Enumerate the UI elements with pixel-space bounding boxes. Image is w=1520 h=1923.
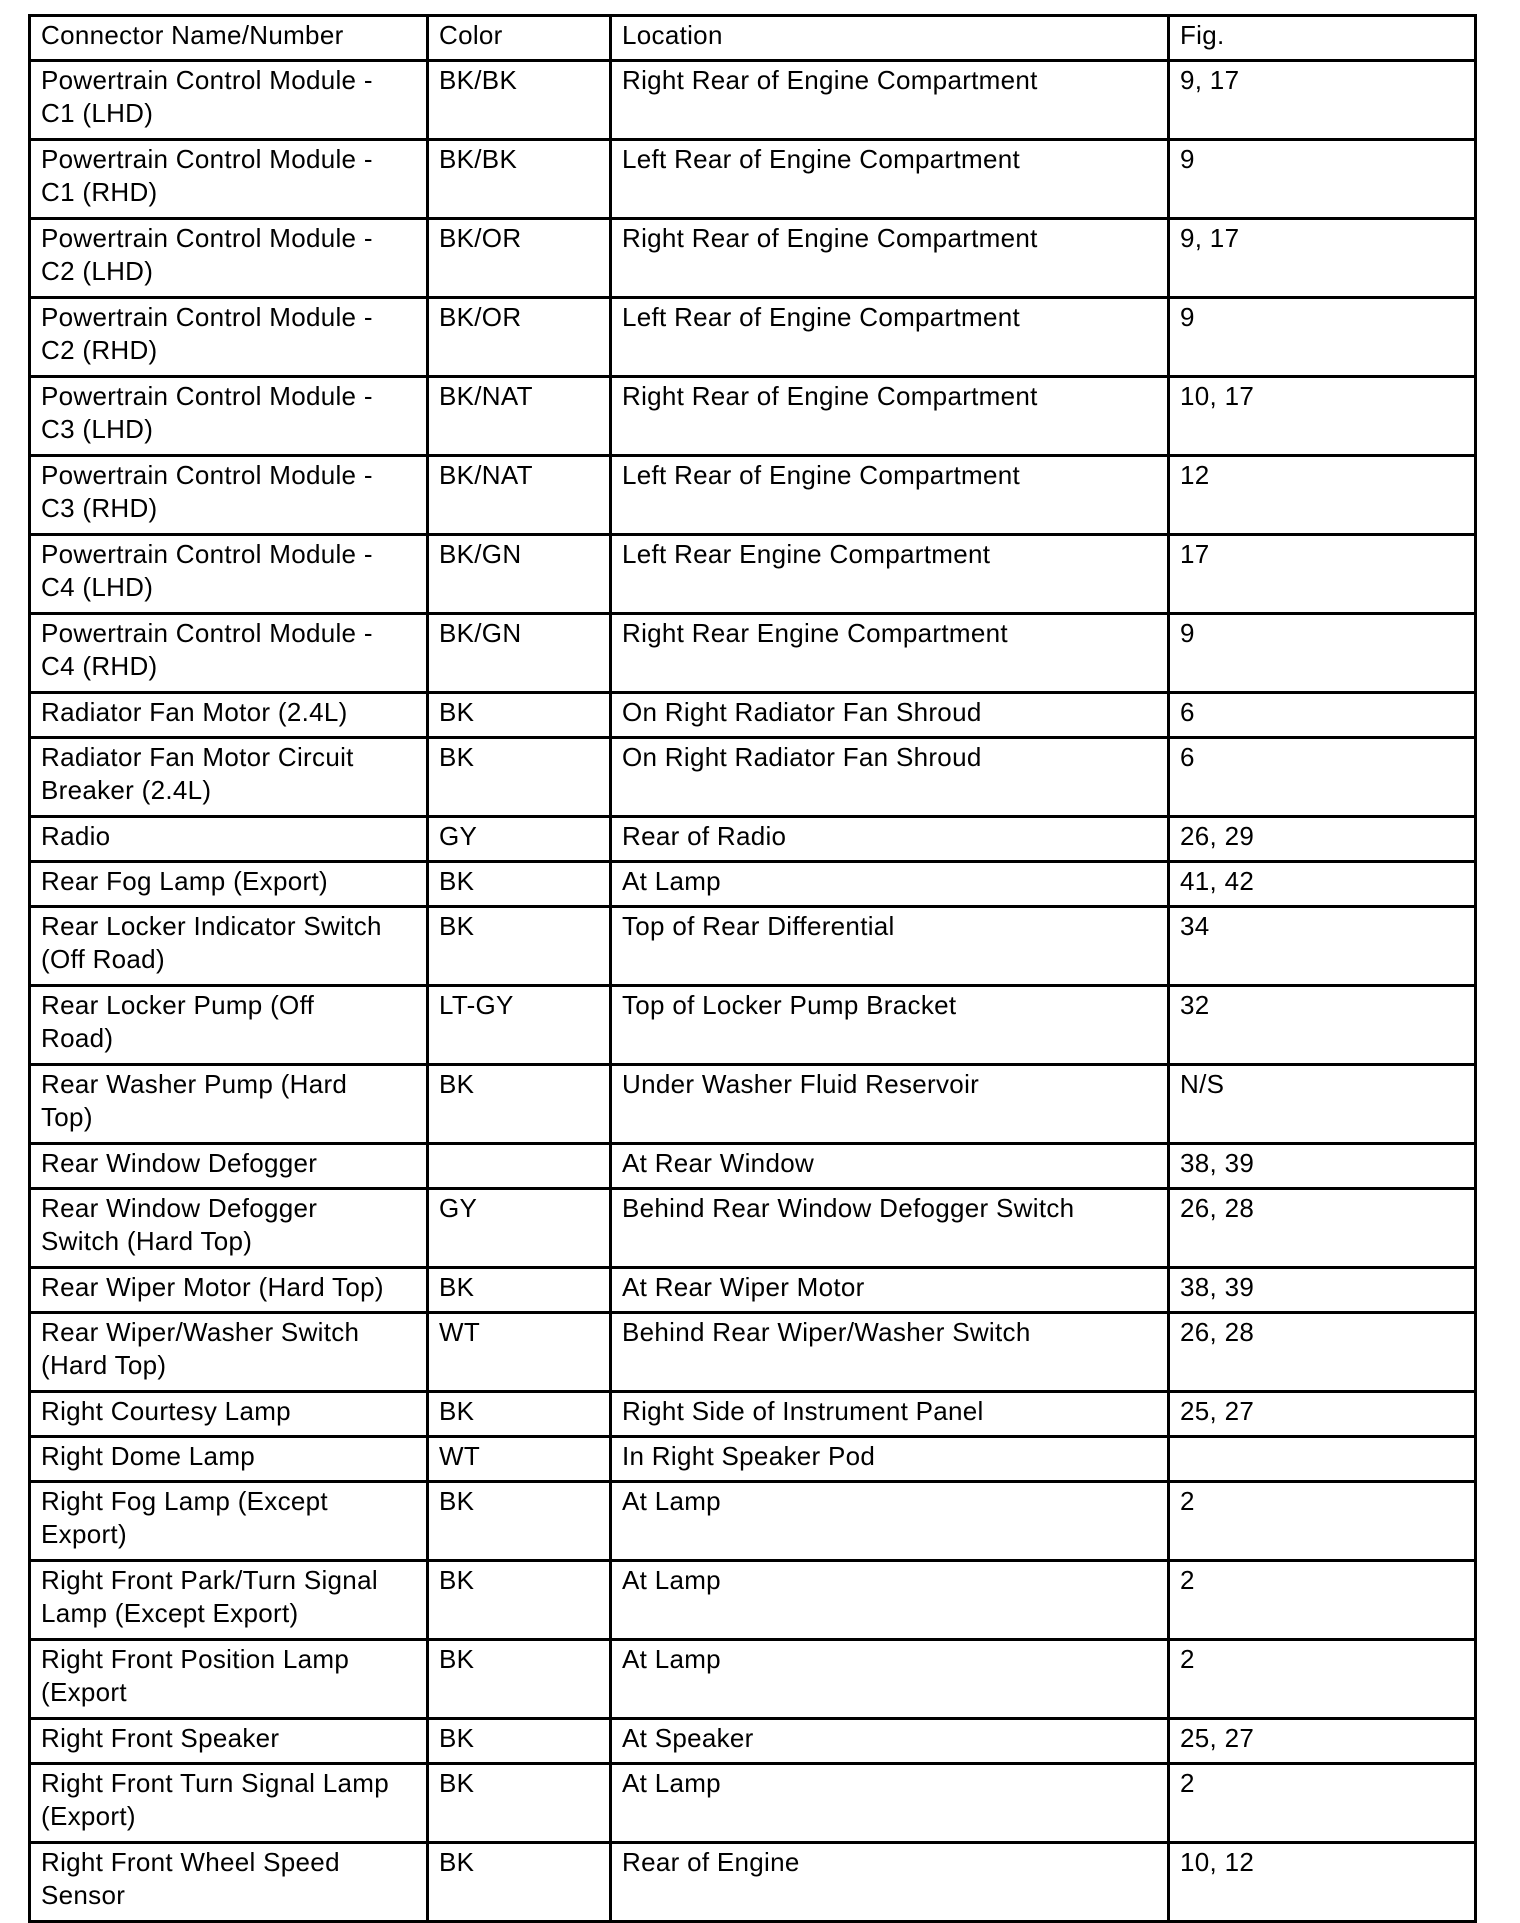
location-cell: Right Rear of Engine Compartment [611, 377, 1169, 456]
fig-cell: 38, 39 [1169, 1144, 1476, 1189]
fig-cell: 38, 39 [1169, 1268, 1476, 1313]
connector-name-cell: Rear Fog Lamp (Export) [30, 862, 428, 907]
connector-name-cell: Right Front Position Lamp (Export [30, 1640, 428, 1719]
table-row [30, 1719, 1476, 1764]
connector-name-cell: Radio [30, 817, 428, 862]
fig-cell: 6 [1169, 693, 1476, 738]
color-cell: LT-GY [428, 986, 611, 1065]
location-cell: Right Rear of Engine Compartment [611, 219, 1169, 298]
fig-cell: 26, 28 [1169, 1189, 1476, 1268]
fig-cell: 25, 27 [1169, 1392, 1476, 1437]
fig-cell: 25, 27 [1169, 1719, 1476, 1764]
fig-cell: 2 [1169, 1482, 1476, 1561]
color-cell: BK/NAT [428, 377, 611, 456]
table-header [30, 16, 1476, 61]
connector-name-cell: Rear Wiper/Washer Switch (Hard Top) [30, 1313, 428, 1392]
color-cell: BK [428, 1392, 611, 1437]
fig-cell: 32 [1169, 986, 1476, 1065]
table-row [30, 1437, 1476, 1482]
location-cell: At Speaker [611, 1719, 1169, 1764]
connector-name-cell: Powertrain Control Module - C2 (RHD) [30, 298, 428, 377]
fig-cell: 26, 28 [1169, 1313, 1476, 1392]
location-cell: Behind Rear Wiper/Washer Switch [611, 1313, 1169, 1392]
table-row [30, 1392, 1476, 1437]
color-cell: BK [428, 693, 611, 738]
table-row [30, 1764, 1476, 1843]
table-row [30, 738, 1476, 817]
location-cell: Left Rear Engine Compartment [611, 535, 1169, 614]
color-cell: GY [428, 817, 611, 862]
table-row [30, 986, 1476, 1065]
table-row [30, 1065, 1476, 1144]
color-cell: BK/OR [428, 298, 611, 377]
connector-name-cell: Rear Washer Pump (Hard Top) [30, 1065, 428, 1144]
location-cell: Behind Rear Window Defogger Switch [611, 1189, 1169, 1268]
connector-table-sheet [28, 14, 1474, 1923]
color-cell: WT [428, 1313, 611, 1392]
location-cell: At Rear Wiper Motor [611, 1268, 1169, 1313]
table-row [30, 1843, 1476, 1922]
fig-cell: 26, 29 [1169, 817, 1476, 862]
table-row [30, 1561, 1476, 1640]
table-row [30, 1313, 1476, 1392]
connector-name-cell: Powertrain Control Module - C4 (RHD) [30, 614, 428, 693]
color-cell: BK/BK [428, 61, 611, 140]
connector-name-cell: Right Front Speaker [30, 1719, 428, 1764]
header-color: Color [428, 16, 611, 61]
table-body [30, 61, 1476, 1922]
color-cell: BK [428, 738, 611, 817]
connector-name-cell: Rear Wiper Motor (Hard Top) [30, 1268, 428, 1313]
location-cell: On Right Radiator Fan Shroud [611, 693, 1169, 738]
fig-cell: 34 [1169, 907, 1476, 986]
table-row [30, 219, 1476, 298]
location-cell: At Lamp [611, 1640, 1169, 1719]
table-row [30, 140, 1476, 219]
color-cell: BK [428, 1764, 611, 1843]
color-cell: BK [428, 1640, 611, 1719]
color-cell: BK/NAT [428, 456, 611, 535]
table-row [30, 456, 1476, 535]
color-cell: BK [428, 1482, 611, 1561]
fig-cell: 12 [1169, 456, 1476, 535]
color-cell: BK [428, 1843, 611, 1922]
location-cell: At Lamp [611, 862, 1169, 907]
fig-cell: 17 [1169, 535, 1476, 614]
table-row [30, 1640, 1476, 1719]
header-row [30, 16, 1476, 61]
header-fig: Fig. [1169, 16, 1476, 61]
table-row [30, 535, 1476, 614]
fig-cell: 10, 17 [1169, 377, 1476, 456]
table-row [30, 377, 1476, 456]
table-row [30, 907, 1476, 986]
connector-name-cell: Powertrain Control Module - C1 (RHD) [30, 140, 428, 219]
color-cell: BK [428, 1561, 611, 1640]
fig-cell: 2 [1169, 1561, 1476, 1640]
table-row [30, 1268, 1476, 1313]
location-cell: Right Rear Engine Compartment [611, 614, 1169, 693]
location-cell: Right Rear of Engine Compartment [611, 61, 1169, 140]
location-cell: Rear of Engine [611, 1843, 1169, 1922]
fig-cell: 9, 17 [1169, 61, 1476, 140]
location-cell: Left Rear of Engine Compartment [611, 298, 1169, 377]
fig-cell: 41, 42 [1169, 862, 1476, 907]
connector-name-cell: Right Fog Lamp (Except Export) [30, 1482, 428, 1561]
color-cell: BK/BK [428, 140, 611, 219]
location-cell: At Lamp [611, 1764, 1169, 1843]
table-row [30, 817, 1476, 862]
location-cell: Left Rear of Engine Compartment [611, 456, 1169, 535]
color-cell: BK [428, 1065, 611, 1144]
location-cell: Top of Rear Differential [611, 907, 1169, 986]
table-row [30, 862, 1476, 907]
location-cell: Rear of Radio [611, 817, 1169, 862]
color-cell: WT [428, 1437, 611, 1482]
table-row [30, 1144, 1476, 1189]
table-row [30, 1189, 1476, 1268]
fig-cell: 9 [1169, 298, 1476, 377]
color-cell: BK/GN [428, 535, 611, 614]
location-cell: On Right Radiator Fan Shroud [611, 738, 1169, 817]
connector-name-cell: Right Courtesy Lamp [30, 1392, 428, 1437]
location-cell: At Lamp [611, 1561, 1169, 1640]
table-row [30, 693, 1476, 738]
header-connector-name: Connector Name/Number [30, 16, 428, 61]
connector-name-cell: Right Front Wheel Speed Sensor [30, 1843, 428, 1922]
location-cell: In Right Speaker Pod [611, 1437, 1169, 1482]
location-cell: Left Rear of Engine Compartment [611, 140, 1169, 219]
header-location: Location [611, 16, 1169, 61]
color-cell: BK/OR [428, 219, 611, 298]
connector-name-cell: Powertrain Control Module - C3 (RHD) [30, 456, 428, 535]
table-row [30, 61, 1476, 140]
location-cell: Right Side of Instrument Panel [611, 1392, 1169, 1437]
table-row [30, 298, 1476, 377]
location-cell: Top of Locker Pump Bracket [611, 986, 1169, 1065]
location-cell: At Lamp [611, 1482, 1169, 1561]
connector-name-cell: Powertrain Control Module - C3 (LHD) [30, 377, 428, 456]
fig-cell: N/S [1169, 1065, 1476, 1144]
fig-cell: 10, 12 [1169, 1843, 1476, 1922]
connector-name-cell: Rear Locker Indicator Switch (Off Road) [30, 907, 428, 986]
connector-table [28, 14, 1477, 1923]
location-cell: At Rear Window [611, 1144, 1169, 1189]
connector-name-cell: Right Front Turn Signal Lamp (Export) [30, 1764, 428, 1843]
location-cell: Under Washer Fluid Reservoir [611, 1065, 1169, 1144]
connector-name-cell: Right Dome Lamp [30, 1437, 428, 1482]
connector-name-cell: Right Front Park/Turn Signal Lamp (Except Export) [30, 1561, 428, 1640]
fig-cell: 9 [1169, 614, 1476, 693]
color-cell: BK [428, 862, 611, 907]
connector-name-cell: Rear Window Defogger Switch (Hard Top) [30, 1189, 428, 1268]
connector-name-cell: Radiator Fan Motor Circuit Breaker (2.4L) [30, 738, 428, 817]
color-cell: BK [428, 907, 611, 986]
color-cell [428, 1144, 611, 1189]
connector-name-cell: Powertrain Control Module - C1 (LHD) [30, 61, 428, 140]
color-cell: BK [428, 1719, 611, 1764]
fig-cell: 9 [1169, 140, 1476, 219]
fig-cell: 6 [1169, 738, 1476, 817]
connector-name-cell: Rear Locker Pump (Off Road) [30, 986, 428, 1065]
connector-name-cell: Radiator Fan Motor (2.4L) [30, 693, 428, 738]
connector-name-cell: Powertrain Control Module - C4 (LHD) [30, 535, 428, 614]
table-row [30, 1482, 1476, 1561]
color-cell: BK [428, 1268, 611, 1313]
connector-name-cell: Rear Window Defogger [30, 1144, 428, 1189]
color-cell: GY [428, 1189, 611, 1268]
fig-cell [1169, 1437, 1476, 1482]
table-row [30, 614, 1476, 693]
connector-name-cell: Powertrain Control Module - C2 (LHD) [30, 219, 428, 298]
fig-cell: 2 [1169, 1764, 1476, 1843]
fig-cell: 2 [1169, 1640, 1476, 1719]
color-cell: BK/GN [428, 614, 611, 693]
fig-cell: 9, 17 [1169, 219, 1476, 298]
